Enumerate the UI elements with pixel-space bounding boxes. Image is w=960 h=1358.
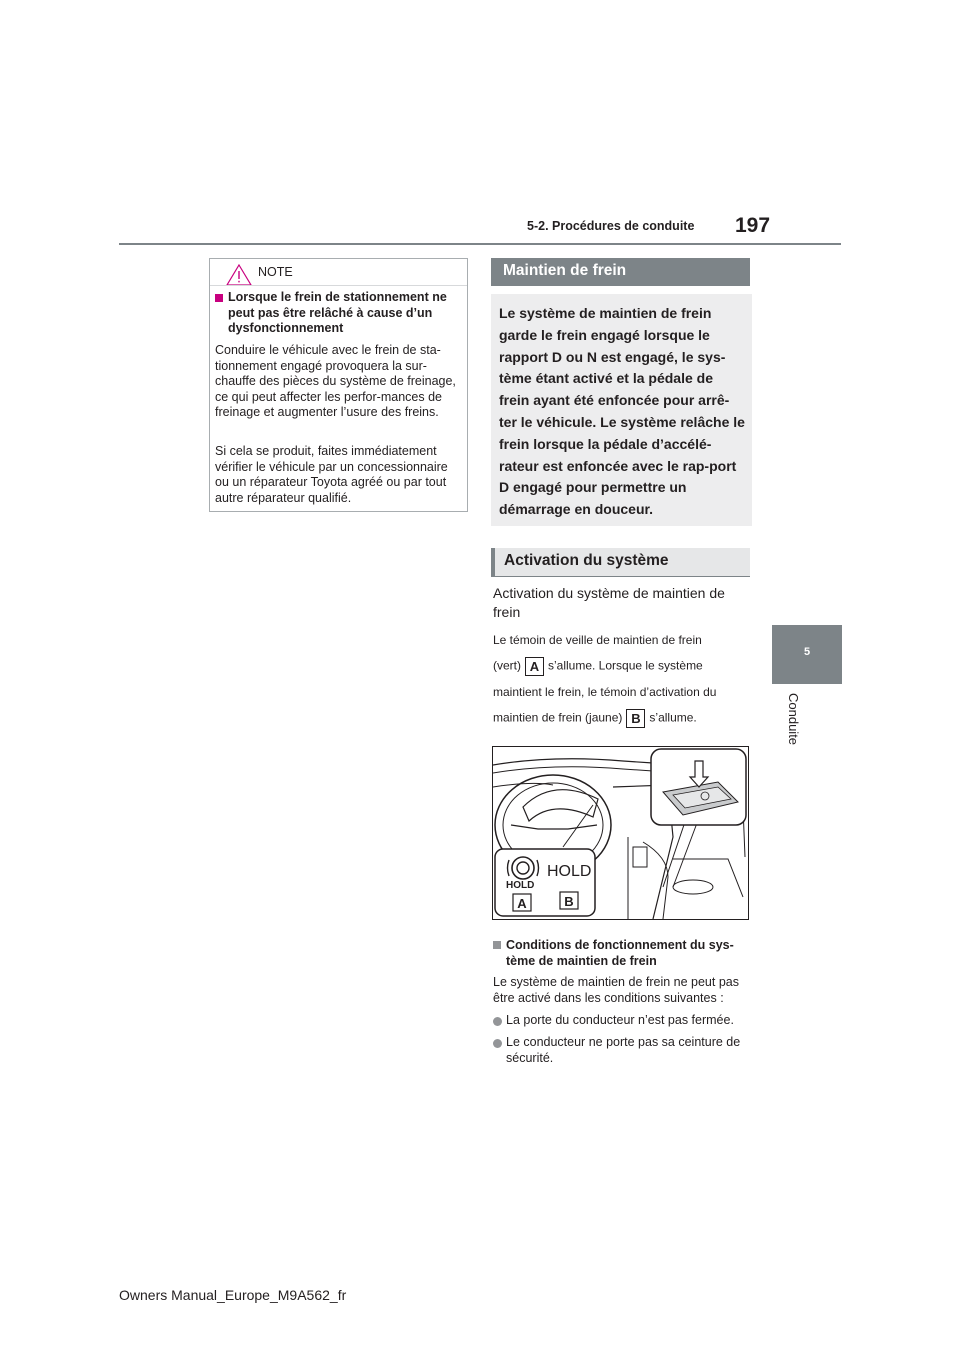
header-divider — [119, 243, 841, 245]
note-divider — [210, 285, 467, 286]
callout-a: A — [525, 657, 544, 676]
bullet-dot — [493, 1017, 502, 1026]
section-title: 5-2. Procédures de conduite — [527, 219, 695, 233]
note-title: NOTE — [258, 265, 293, 279]
activation-text: maintien de frein (jaune) — [493, 710, 623, 725]
conditions-bullet: La porte du conducteur n’est pas fermée. — [506, 1013, 734, 1027]
activation-line — [493, 709, 753, 728]
figure-label-a: A — [517, 896, 527, 911]
activation-text: s’allume. Lorsque le système — [548, 658, 703, 673]
section-heading-text: Maintien de frein — [503, 262, 627, 279]
activation-line: maintient le frein, le témoin d’activation du — [493, 685, 717, 699]
bullet-dot — [493, 1039, 502, 1048]
conditions-subheading: Conditions de fonctionnement du sys-tème de maintien de frein — [506, 938, 734, 968]
note-box — [209, 258, 468, 512]
conditions-square-marker — [493, 941, 501, 949]
chapter-label: Conduite — [786, 693, 801, 746]
dashboard-illustration — [492, 746, 749, 920]
activation-line: Le témoin de veille de maintien de frein — [493, 633, 702, 647]
footer-text: Owners Manual_Europe_M9A562_fr — [119, 1287, 347, 1303]
section-heading-activation — [491, 548, 750, 577]
conditions-paragraph: Le système de maintien de frein ne peut pas être activé dans les conditions suivantes : — [493, 975, 739, 1005]
activation-lead: Activation du système de maintien de frein — [493, 585, 725, 620]
callout-b: B — [626, 709, 645, 728]
section-heading-text: Activation du système — [504, 552, 669, 569]
figure-label-b: B — [564, 894, 574, 909]
note-subheading: Lorsque le frein de stationnement ne peut pas être relâché à cause d’un dysfonctionnement — [228, 290, 447, 335]
section-heading-maintien — [491, 258, 750, 286]
page-number: 197 — [735, 214, 771, 237]
conditions-bullet: Le conducteur ne porte pas sa ceinture de sécurité. — [506, 1035, 741, 1065]
activation-text: s’allume. — [649, 710, 697, 725]
activation-text: (vert) — [493, 658, 521, 673]
chapter-number: 5 — [803, 646, 811, 658]
note-paragraph: Si cela se produit, faites immédiatement vérifier le véhicule par un concessionnaire ou un réparateur Toyota agréé ou par tout autre réparateur qualifié. — [215, 444, 448, 505]
activation-line — [493, 657, 753, 676]
note-paragraph: Conduire le véhicule avec le frein de sta-tionnement engagé provoquera la sur-chauffe des pièces du système de freinage, ce qui peut affecter les perfor-mances de freinage et augmenter l’usure des freins. — [215, 343, 456, 419]
note-square-marker — [215, 294, 223, 302]
hold-icon-label: HOLD — [506, 880, 535, 891]
warning-triangle-icon — [226, 264, 252, 286]
hold-text: HOLD — [547, 863, 592, 880]
intro-text: Le système de maintien de frein garde le frein engagé lorsque le rapport D ou N est engagé, le sys-tème étant activé et la pédale de frein ayant été enfoncée pour arrê-ter le véhicule. Le système relâche le frein lorsque la pédale d’accélé-rateur est enfoncée avec le rap-port D engagé pour permettre un démarrage en douceur. — [499, 305, 745, 518]
dashboard-drawing — [493, 747, 748, 919]
